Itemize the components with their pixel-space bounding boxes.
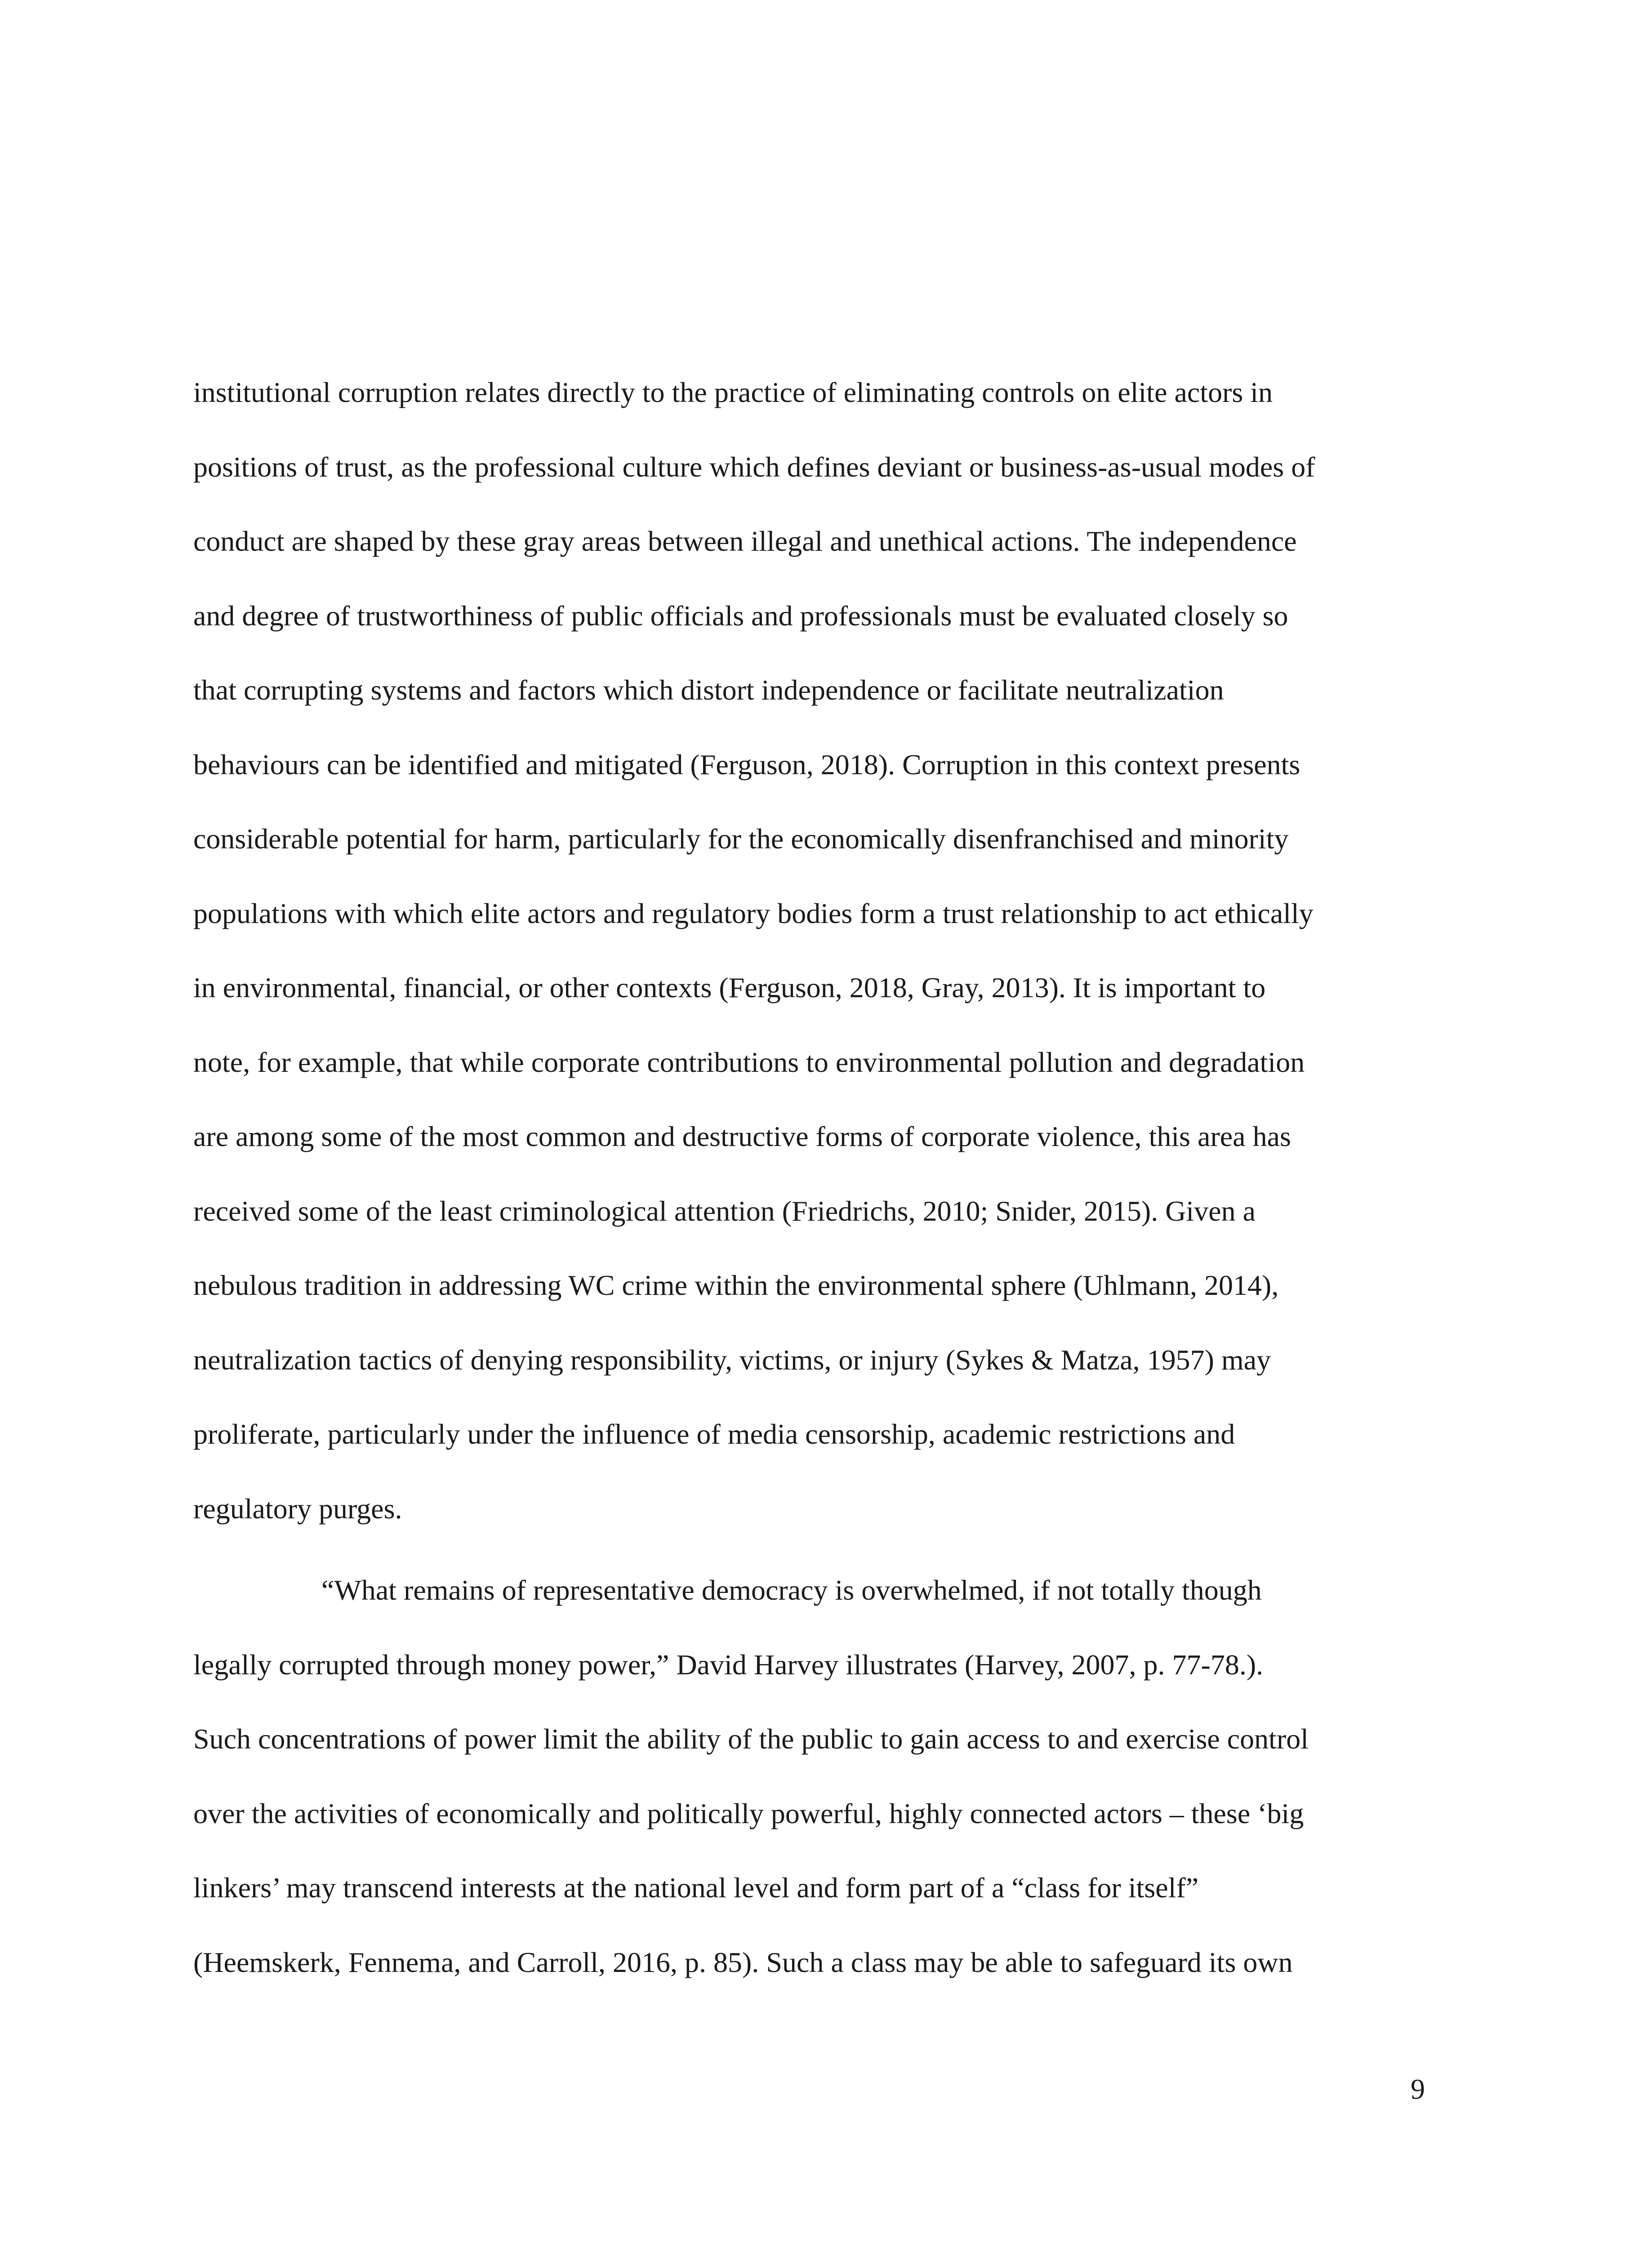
text-line: populations with which elite actors and regulatory bodies form a trust relationship to act ethically	[193, 897, 1314, 929]
text-line: considerable potential for harm, particularly for the economically disenfranchised and minority	[193, 823, 1289, 855]
text-line: that corrupting systems and factors which distort independence or facilitate neutralization	[193, 674, 1224, 706]
text-line: behaviours can be identified and mitigated (Ferguson, 2018). Corruption in this context presents	[193, 748, 1300, 781]
text-line: Such concentrations of power limit the ability of the public to gain access to and exercise control	[193, 1723, 1309, 1755]
text-line: neutralization tactics of denying responsibility, victims, or injury (Sykes & Matza, 1957) may	[193, 1343, 1271, 1376]
text-line: over the activities of economically and politically powerful, highly connected actors – these ‘big	[193, 1797, 1304, 1829]
body-paragraph-2	[193, 1553, 1470, 1999]
text-line: conduct are shaped by these gray areas between illegal and unethical actions. The independence	[193, 525, 1297, 557]
body-paragraph-1	[193, 355, 1470, 1546]
text-line: regulatory purges.	[193, 1492, 402, 1525]
text-line: received some of the least criminological attention (Friedrichs, 2010; Snider, 2015). Given a	[193, 1195, 1256, 1227]
text-line: are among some of the most common and destructive forms of corporate violence, this area has	[193, 1120, 1291, 1152]
text-line: legally corrupted through money power,” David Harvey illustrates (Harvey, 2007, p. 77-78.).	[193, 1648, 1264, 1681]
text-line-indented: “What remains of representative democracy is overwhelmed, if not totally though	[321, 1574, 1262, 1606]
page-number: 9	[1411, 2073, 1425, 2105]
text-line: positions of trust, as the professional culture which defines deviant or business-as-usual modes of	[193, 450, 1315, 483]
text-line: note, for example, that while corporate contributions to environmental pollution and degradation	[193, 1046, 1305, 1078]
text-line: and degree of trustworthiness of public officials and professionals must be evaluated closely so	[193, 599, 1288, 632]
text-line: proliferate, particularly under the influence of media censorship, academic restrictions and	[193, 1418, 1235, 1450]
text-line: in environmental, financial, or other contexts (Ferguson, 2018, Gray, 2013). It is important to	[193, 972, 1266, 1004]
text-line: nebulous tradition in addressing WC crime within the environmental sphere (Uhlmann, 2014),	[193, 1269, 1279, 1301]
text-line: institutional corruption relates directly to the practice of eliminating controls on elite actors in	[193, 376, 1273, 408]
text-line: (Heemskerk, Fennema, and Carroll, 2016, p. 85). Such a class may be able to safeguard its own	[193, 1946, 1293, 1978]
text-line: linkers’ may transcend interests at the national level and form part of a “class for itself”	[193, 1872, 1199, 1904]
